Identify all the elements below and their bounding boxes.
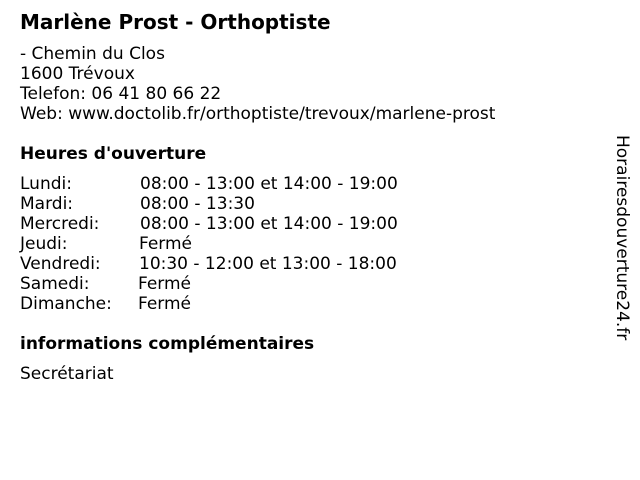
day-label: Jeudi: [20, 234, 68, 254]
day-hours: 10:30 - 12:00 et 13:00 - 18:00 [139, 254, 397, 274]
day-hours: 08:00 - 13:00 et 14:00 - 19:00 [140, 174, 398, 194]
address-city: 1600 Trévoux [20, 64, 135, 84]
day-hours: 08:00 - 13:00 et 14:00 - 19:00 [140, 214, 398, 234]
hours-row-friday [20, 254, 440, 274]
address-street: - Chemin du Clos [20, 44, 165, 64]
hours-row-wednesday [20, 214, 440, 234]
hours-row-monday [20, 174, 440, 194]
day-hours: Fermé [138, 274, 192, 294]
day-label: Dimanche: [20, 294, 112, 314]
day-hours: Fermé [138, 294, 192, 314]
hours-row-saturday [20, 274, 440, 294]
day-hours: 08:00 - 13:30 [140, 194, 255, 214]
day-hours: Fermé [139, 234, 193, 254]
hours-row-sunday [20, 294, 440, 314]
page-title: Marlène Prost - Orthoptiste [20, 10, 331, 34]
hours-row-thursday [20, 234, 440, 254]
day-label: Vendredi: [20, 254, 101, 274]
hours-row-tuesday [20, 194, 440, 214]
day-label: Lundi: [20, 174, 72, 194]
address-block [20, 44, 495, 124]
website-link[interactable]: Web: www.doctolib.fr/orthoptiste/trevoux/marlene-prost [20, 104, 496, 124]
day-label: Mercredi: [20, 214, 100, 234]
watermark-text: Horairesdouverture24.fr [612, 135, 632, 341]
watermark [610, 135, 634, 345]
day-label: Mardi: [20, 194, 74, 214]
opening-hours-heading: Heures d'ouverture [20, 144, 207, 164]
additional-info-text: Secrétariat [20, 364, 114, 384]
additional-info-heading: informations complémentaires [20, 334, 315, 354]
phone-number: Telefon: 06 41 80 66 22 [20, 84, 222, 104]
opening-hours-table [20, 174, 440, 314]
day-label: Samedi: [20, 274, 90, 294]
